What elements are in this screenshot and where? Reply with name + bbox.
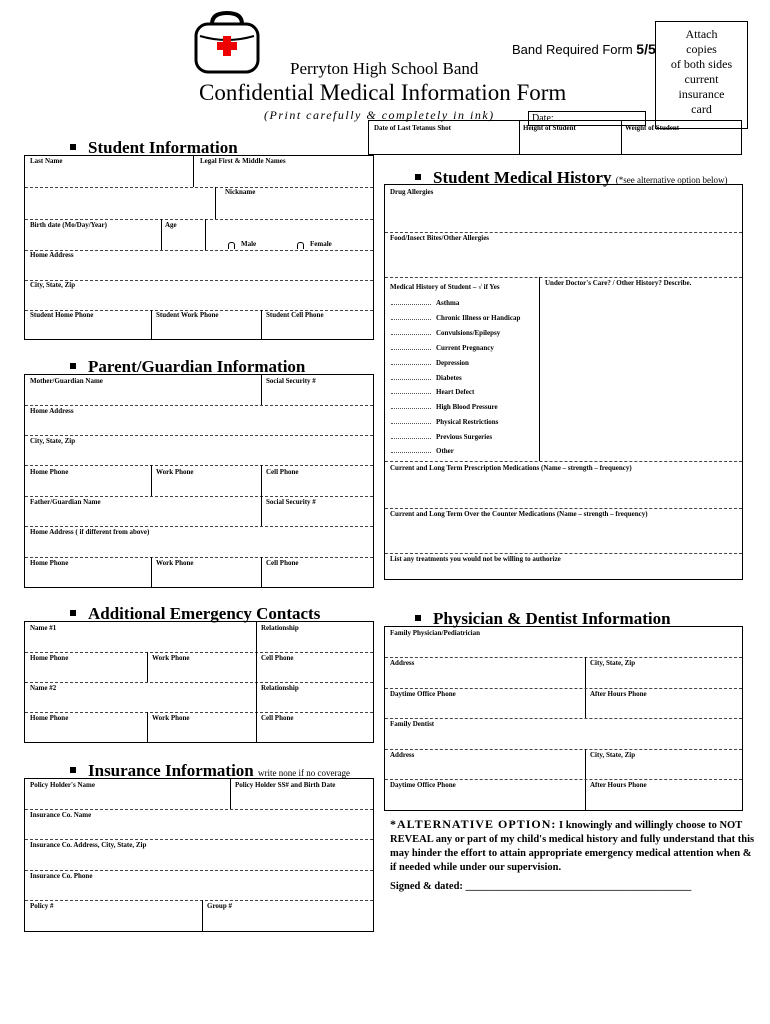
signature-line[interactable]: Signed & dated: ___________________________________________ xyxy=(390,881,692,892)
policy-holder-ss-label: Policy Holder SS# and Birth Date xyxy=(235,781,336,789)
contact2-work-phone-label: Work Phone xyxy=(152,714,190,722)
physician-box xyxy=(384,626,743,811)
group-number-label: Group # xyxy=(207,902,232,910)
policy-holder-name-label: Policy Holder's Name xyxy=(30,781,95,789)
condition-high-blood-pressure[interactable]: High Blood Pressure xyxy=(391,403,498,411)
school-name: Perryton High School Band xyxy=(290,59,479,78)
father-work-phone-label: Work Phone xyxy=(156,559,194,567)
mother-name-label: Mother/Guardian Name xyxy=(30,377,103,385)
parent-home-phone-label: Home Phone xyxy=(30,468,69,476)
insurance-card-note-box: Attach copies of both sides current insurance card xyxy=(655,21,748,129)
prescription-meds-label: Current and Long Term Prescription Medications (Name – strength – frequency) xyxy=(390,464,632,472)
alternative-option-title: *ALTERNATIVE OPTION: xyxy=(390,817,557,831)
last-name-label: Last Name xyxy=(30,157,63,165)
parent-info-box xyxy=(24,374,374,588)
alternative-option-text: *ALTERNATIVE OPTION: I knowingly and willingly choose to NOT REVEAL any or part of my child's medical history and fully understand that this may hinder the effort to attain appropriate emergency medical attention when & if needed while under our supervision. xyxy=(390,817,755,873)
medical-history-heading: Student Medical History (*see alternative option below) xyxy=(415,168,727,188)
emergency-contacts-heading: Additional Emergency Contacts xyxy=(70,604,320,624)
insurance-note: write none if no coverage xyxy=(258,768,350,778)
contact2-home-phone-label: Home Phone xyxy=(30,714,69,722)
insurance-address-label: Insurance Co. Address, City, State, Zip xyxy=(30,841,147,849)
condition-chronic-illness[interactable]: Chronic Illness or Handicap xyxy=(391,314,520,322)
parent-city-state-zip-label: City, State, Zip xyxy=(30,437,76,445)
family-dentist-label: Family Dentist xyxy=(390,720,435,728)
dentist-address-label: Address xyxy=(390,751,415,759)
home-address-label: Home Address xyxy=(30,251,74,259)
dentist-daytime-phone-label: Daytime Office Phone xyxy=(390,781,456,789)
parent-cell-phone-label: Cell Phone xyxy=(266,468,299,476)
weight-label: Weight of Student xyxy=(625,124,680,132)
form-title: Confidential Medical Information Form xyxy=(199,80,567,105)
not-authorize-label: List any treatments you would not be willing to authorize xyxy=(390,555,561,563)
contact2-name-label: Name #2 xyxy=(30,684,57,692)
first-middle-name-label: Legal First & Middle Names xyxy=(200,157,286,165)
condition-pregnancy[interactable]: Current Pregnancy xyxy=(391,344,494,352)
condition-other[interactable]: Other xyxy=(391,447,454,455)
otc-meds-label: Current and Long Term Over the Counter Medications (Name – strength – frequency) xyxy=(390,510,648,518)
contact1-work-phone-label: Work Phone xyxy=(152,654,190,662)
contact1-home-phone-label: Home Phone xyxy=(30,654,69,662)
dentist-after-hours-label: After Hours Phone xyxy=(590,781,647,789)
physician-daytime-phone-label: Daytime Office Phone xyxy=(390,690,456,698)
physician-address-label: Address xyxy=(390,659,415,667)
medical-history-label: Medical History of Student – √ if Yes xyxy=(390,283,500,291)
female-label: Female xyxy=(310,240,332,248)
student-info-heading: Student Information xyxy=(70,138,238,158)
parent-work-phone-label: Work Phone xyxy=(156,468,194,476)
contact1-name-label: Name #1 xyxy=(30,624,57,632)
drug-allergies-label: Drug Allergies xyxy=(390,188,434,196)
parent-info-heading: Parent/Guardian Information xyxy=(70,357,305,377)
date-field[interactable]: Date: xyxy=(528,111,646,126)
physician-heading: Physician & Dentist Information xyxy=(415,609,671,629)
medical-bag-icon xyxy=(192,10,262,76)
medical-note: (*see alternative option below) xyxy=(615,175,728,185)
parent-home-address-label: Home Address xyxy=(30,407,74,415)
condition-physical-restrictions[interactable]: Physical Restrictions xyxy=(391,418,498,426)
male-radio[interactable] xyxy=(228,242,235,249)
insurance-heading: Insurance Information write none if no coverage xyxy=(70,761,350,781)
father-ssn-label: Social Security # xyxy=(266,498,316,506)
contact2-relationship-label: Relationship xyxy=(261,684,299,692)
mother-ssn-label: Social Security # xyxy=(266,377,316,385)
form-subtitle: (Print carefully & completely in ink) xyxy=(264,108,495,122)
physician-after-hours-label: After Hours Phone xyxy=(590,690,647,698)
condition-previous-surgeries[interactable]: Previous Surgeries xyxy=(391,433,492,441)
father-cell-phone-label: Cell Phone xyxy=(266,559,299,567)
contact1-relationship-label: Relationship xyxy=(261,624,299,632)
student-info-box xyxy=(24,155,374,340)
dentist-city-state-zip-label: City, State, Zip xyxy=(590,751,636,759)
female-radio[interactable] xyxy=(297,242,304,249)
student-work-phone-label: Student Work Phone xyxy=(156,311,219,319)
height-label: Height of Student xyxy=(523,124,576,132)
emergency-contacts-box xyxy=(24,621,374,743)
condition-heart-defect[interactable]: Heart Defect xyxy=(391,388,474,396)
doctors-care-label: Under Doctor's Care? / Other History? Describe. xyxy=(545,279,692,287)
male-label: Male xyxy=(241,240,257,248)
student-cell-phone-label: Student Cell Phone xyxy=(266,311,324,319)
contact2-cell-phone-label: Cell Phone xyxy=(261,714,294,722)
condition-diabetes[interactable]: Diabetes xyxy=(391,374,462,382)
condition-epilepsy[interactable]: Convulsions/Epilepsy xyxy=(391,329,500,337)
medical-history-box xyxy=(384,184,743,580)
father-home-phone-label: Home Phone xyxy=(30,559,69,567)
food-allergies-label: Food/Insect Bites/Other Allergies xyxy=(390,234,490,242)
insurance-box xyxy=(24,778,374,932)
condition-depression[interactable]: Depression xyxy=(391,359,469,367)
family-physician-label: Family Physician/Pediatrician xyxy=(390,629,481,637)
tetanus-label: Date of Last Tetanus Shot xyxy=(374,124,452,132)
physician-city-state-zip-label: City, State, Zip xyxy=(590,659,636,667)
tetanus-height-weight-row xyxy=(368,120,742,155)
band-form-label: Band Required Form 5/5 xyxy=(512,41,656,57)
student-home-phone-label: Student Home Phone xyxy=(30,311,94,319)
policy-number-label: Policy # xyxy=(30,902,54,910)
nickname-label: Nickname xyxy=(225,188,256,196)
contact1-cell-phone-label: Cell Phone xyxy=(261,654,294,662)
insurance-phone-label: Insurance Co. Phone xyxy=(30,872,93,880)
city-state-zip-label: City, State, Zip xyxy=(30,281,76,289)
father-name-label: Father/Guardian Name xyxy=(30,498,101,506)
birth-date-label: Birth date (Mo/Day/Year) xyxy=(30,221,107,229)
age-label: Age xyxy=(165,221,177,229)
condition-asthma[interactable]: Asthma xyxy=(391,299,459,307)
father-home-address-label: Home Address ( if different from above) xyxy=(30,528,150,536)
insurance-company-label: Insurance Co. Name xyxy=(30,811,92,819)
